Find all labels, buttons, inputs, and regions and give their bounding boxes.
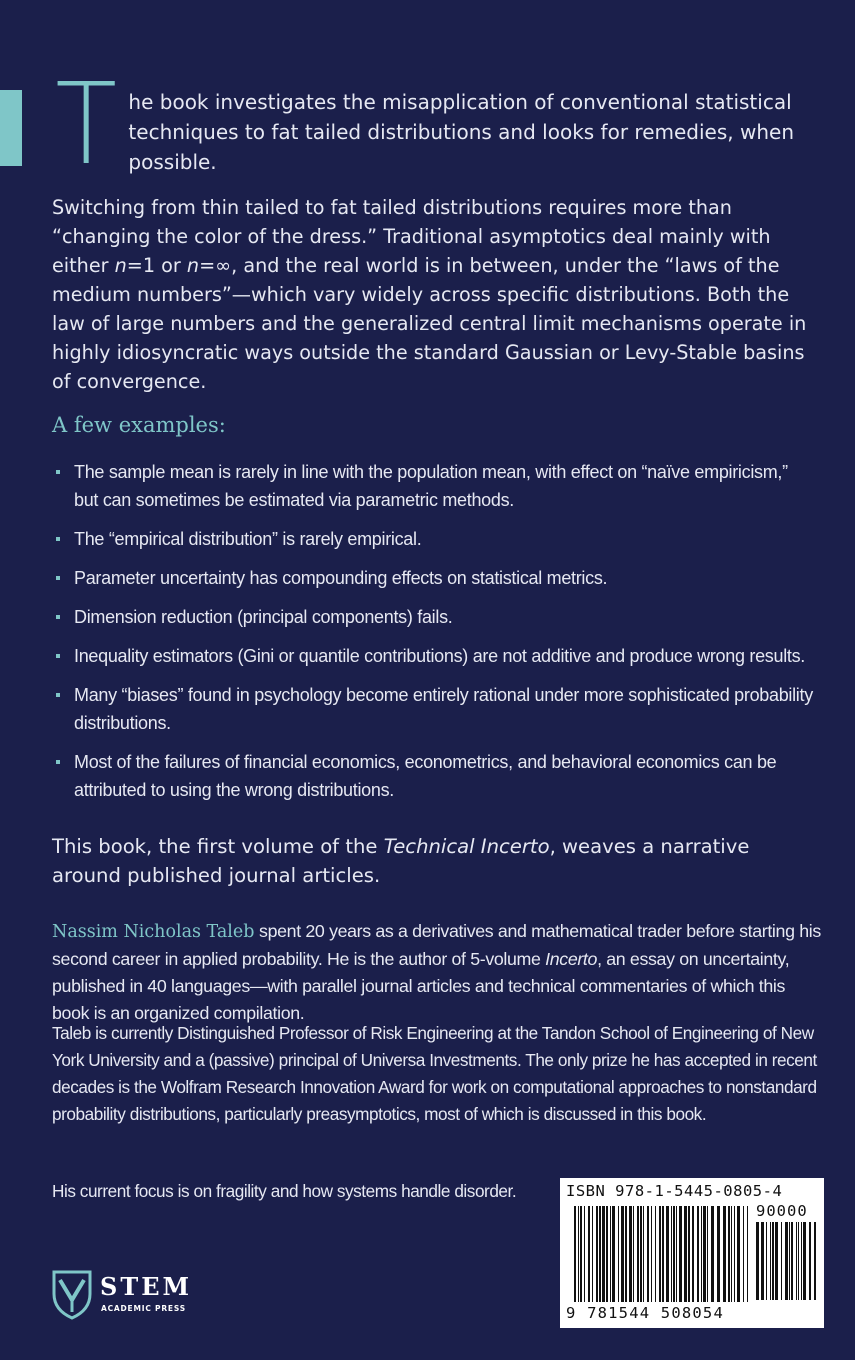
barcode-bar [621, 1206, 624, 1302]
barcode-bar [761, 1222, 764, 1300]
barcode-bar [574, 1206, 576, 1302]
barcode-bar [643, 1206, 644, 1302]
example-text: Many “biases” found in psychology become entirely rational under more sophisticated probability distributions. [74, 685, 813, 733]
para2-text-b: =1 or [126, 254, 187, 277]
barcode-bar [578, 1206, 579, 1302]
example-text: Most of the failures of financial economics, econometrics, and behavioral economics can be attributed to using the wrong distributions. [74, 752, 777, 800]
barcode-bar [633, 1206, 634, 1302]
list-item [56, 458, 816, 514]
para2-n1: n [114, 254, 127, 277]
barcode-bar [606, 1206, 608, 1302]
barcode-bar [701, 1206, 702, 1302]
barcode-bar [655, 1206, 656, 1302]
barcode-bars [574, 1206, 750, 1302]
taleb-position-paragraph: Taleb is currently Distinguished Professor of Risk Engineering at the Tandon School of Engineering of New York University and a (passive) principal of Universa Investments. The only prize he has accepted in recent decades is the Wolfram Research Innovation Award for work on computational approaches to nonstandard probability distributions, particularly preasymptotics, most of which is discussed in this book. [52, 1023, 817, 1124]
publisher-subtitle: ACADEMIC PRESS [101, 1304, 186, 1313]
barcode-bar [734, 1206, 735, 1302]
author-bio [52, 918, 822, 1027]
technical-incerto-paragraph [52, 832, 812, 890]
barcode-bar [692, 1206, 694, 1302]
barcode-bar [651, 1206, 652, 1302]
barcode-bar [666, 1206, 669, 1302]
examples-list [56, 458, 816, 815]
isbn-barcode [560, 1178, 824, 1328]
barcode-bar [801, 1222, 802, 1300]
intro-text: he book investigates the misapplication of conventional statistical techniques to fat tailed distributions and looks for remedies, when possible. [128, 90, 794, 174]
barcode-bar [584, 1206, 585, 1302]
example-text: Inequality estimators (Gini or quantile contributions) are not additive and produce wrong results. [74, 646, 806, 666]
publisher-logo [52, 1270, 212, 1322]
barcode-bar [796, 1222, 797, 1300]
barcode-bar [791, 1222, 793, 1300]
example-text: The sample mean is rarely in line with the population mean, with effect on “naïve empiricism,” but can sometimes be estimated via parametric methods. [74, 462, 788, 510]
author-italic-title: Incerto [545, 949, 598, 969]
isbn-label: ISBN 978-1-5445-0805-4 [566, 1182, 783, 1200]
shield-book-icon [52, 1270, 92, 1320]
list-item [56, 642, 816, 670]
barcode-bar [809, 1222, 811, 1300]
barcode-bar [743, 1206, 744, 1302]
barcode-bar [625, 1206, 627, 1302]
barcode-bar [770, 1222, 771, 1300]
price-code: 90000 [756, 1202, 808, 1220]
barcode-bar [697, 1206, 699, 1302]
bullet-icon [56, 693, 60, 697]
barcode-bar [772, 1222, 774, 1300]
author-text-b: , an essay on uncertainty, published in 40 languages—with parallel journal articles and technical commentaries of which this book is an organized compilation. [52, 949, 790, 1023]
intro-paragraph [52, 60, 812, 190]
barcode-bar [640, 1206, 642, 1302]
barcode-bar [814, 1222, 816, 1300]
barcode-bar [618, 1206, 619, 1302]
para3-text-a: This book, the first volume of the [52, 835, 384, 858]
bullet-icon [56, 537, 60, 541]
para2-n2: n [186, 254, 200, 277]
example-text: The “empirical distribution” is rarely empirical. [74, 529, 422, 549]
barcode-bar [637, 1206, 639, 1302]
barcode-bar [785, 1222, 788, 1300]
barcode-bar [747, 1206, 748, 1302]
fat-tails-paragraph [52, 193, 812, 396]
barcode-addon-bars [756, 1222, 816, 1300]
para3-text-b: , weaves a narrative around published journal articles. [52, 835, 750, 887]
barcode-bar [599, 1206, 601, 1302]
barcode-bar [602, 1206, 605, 1302]
barcode-bar [580, 1206, 582, 1302]
barcode-bar [592, 1206, 593, 1302]
barcode-bar [662, 1206, 664, 1302]
barcode-bar [707, 1206, 708, 1302]
barcode-bar [676, 1206, 677, 1302]
bullet-icon [56, 615, 60, 619]
list-item [56, 681, 816, 737]
barcode-bar [612, 1206, 615, 1302]
current-focus-paragraph: His current focus is on fragility and how systems handle disorder. [52, 1181, 517, 1201]
bullet-icon [56, 470, 60, 474]
barcode-bar [673, 1206, 675, 1302]
example-text: Parameter uncertainty has compounding effects on statistical metrics. [74, 568, 608, 588]
list-item [56, 525, 816, 553]
examples-heading: A few examples: [52, 413, 226, 437]
publisher-name: STEM [100, 1272, 193, 1301]
barcode-bar [756, 1222, 759, 1300]
list-item [56, 564, 816, 592]
barcode-bar [688, 1206, 690, 1302]
barcode-bar [596, 1206, 598, 1302]
para2-text-a: Switching from thin tailed to fat tailed distributions requires more than “changing the color of the dress.” Traditional asymptotics deal mainly with either [52, 196, 771, 277]
barcode-bar [703, 1206, 706, 1302]
list-item [56, 748, 816, 804]
barcode-bar [803, 1222, 806, 1300]
author-text-a: spent 20 years as a derivatives and mathematical trader before starting his second career in applied probability. He is the author of 5-volume [52, 921, 821, 969]
barcode-bar [789, 1222, 790, 1300]
ean-digits: 9 781544 508054 [566, 1304, 724, 1322]
barcode-bar [717, 1206, 720, 1302]
para2-text-c: =∞, and the real world is in between, under the “laws of the medium numbers”—which vary widely across specific distributions. Both the law of large numbers and the generalized central limit mechanisms operate in highly idiosyncratic ways outside the standard Gaussian or Levy-Stable basins of convergence. [52, 254, 807, 393]
barcode-bar [731, 1206, 732, 1302]
bullet-icon [56, 576, 60, 580]
barcode-bar [781, 1222, 782, 1300]
barcode-bar [629, 1206, 632, 1302]
bullet-icon [56, 654, 60, 658]
barcode-bar [684, 1206, 687, 1302]
barcode-bar [671, 1206, 672, 1302]
list-item [56, 603, 816, 631]
author-name: Nassim Nicholas Taleb [52, 922, 255, 942]
bullet-icon [56, 760, 60, 764]
barcode-bar [728, 1206, 730, 1302]
barcode-bar [723, 1206, 726, 1302]
para3-italic-title: Technical Incerto [383, 835, 550, 858]
barcode-bar [647, 1206, 649, 1302]
barcode-bar [766, 1222, 767, 1300]
barcode-bar [775, 1222, 778, 1300]
barcode-bar [659, 1206, 661, 1302]
drop-cap: T [55, 60, 118, 190]
barcode-bar [610, 1206, 611, 1302]
example-text: Dimension reduction (principal components) fails. [74, 607, 453, 627]
accent-bar [0, 90, 22, 166]
barcode-bar [711, 1206, 714, 1302]
barcode-bar [737, 1206, 740, 1302]
barcode-bar [588, 1206, 590, 1302]
barcode-bar [798, 1222, 799, 1300]
barcode-bar [679, 1206, 682, 1302]
